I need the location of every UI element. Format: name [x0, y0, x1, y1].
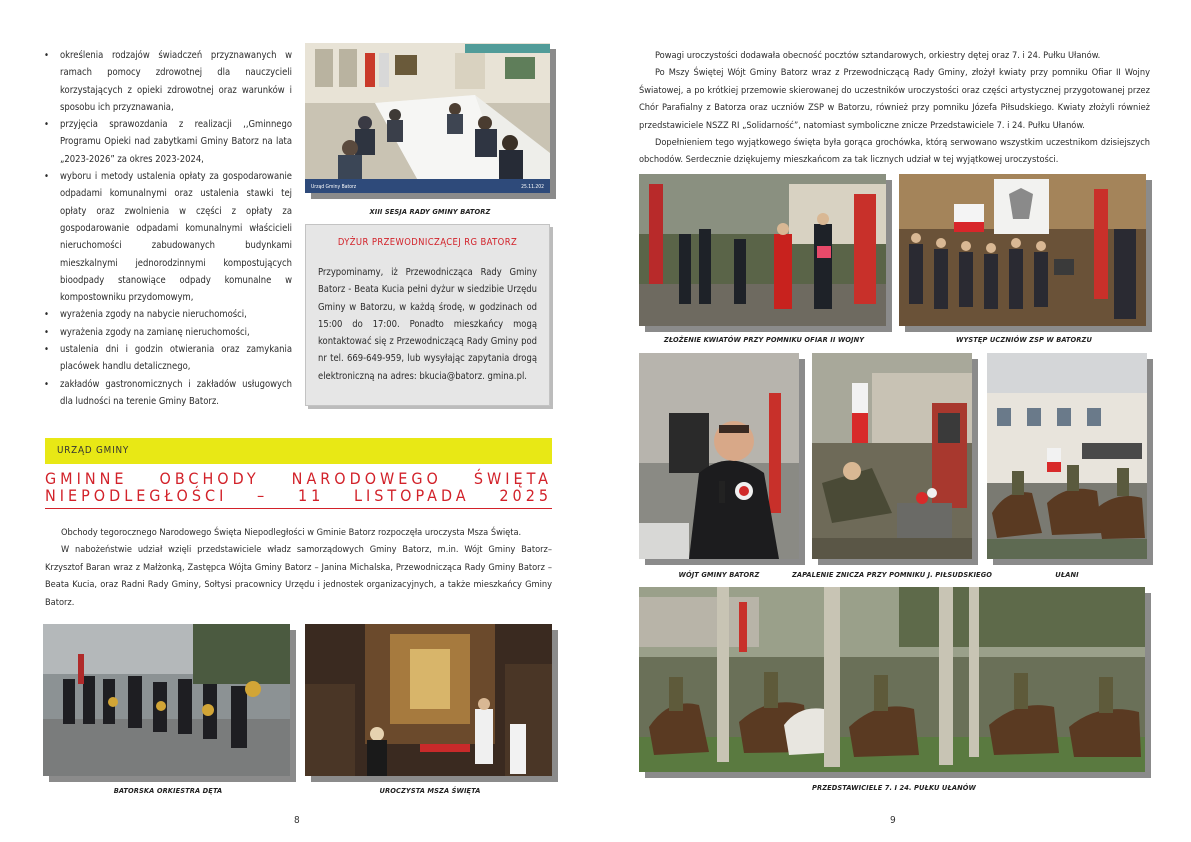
page-number-right: 9 [890, 815, 896, 826]
article-intro [45, 524, 552, 611]
duty-box-title: DYŻUR PRZEWODNICZĄCEJ RG BATORZ [337, 237, 518, 248]
photo-overlay-label: Urząd Gminy Batorz [311, 184, 357, 190]
resolution-bullet-list [42, 47, 292, 410]
list-item: • określenia rodzajów świadczeń przyznawanych w ramach pomocy zdrowotnej dla nauczycieli korzystających z opieki zdrowotnej oraz warunków i sposobu ich przyznawania, [42, 47, 292, 116]
headline-divider [45, 508, 552, 509]
mass-photo [305, 624, 552, 776]
list-item: • przyjęcia sprawozdania z realizacji ,,Gminnego Programu Opieki nad zabytkami Gminy Batorz na lata „2023-2026” za okres 2023-2024, [42, 116, 292, 168]
mass-caption: UROCZYSTA MSZA ŚWIĘTA [379, 786, 481, 795]
chairwoman-duty-box [305, 224, 550, 406]
paragraph: Po Mszy Świętej Wójt Gminy Batorz wraz z Przewodniczącą Rady Gminy, złożył kwiaty przy pomniku Ofiar II Wojny Światowej, a po krótkiej przemowie skierowanej do uczestników uroczystości oraz części artystycznej przygotowanej przez Chór Parafialny z Batorza oraz uczniów ZSP w Batorzu, również przy pomniku Józefa Piłsudskiego. Kwiaty złożyli również przedstawiciele NSZZ RI „Solidarność”, natomiast symboliczne znicze Przedstawiciele 7. i 24. Pułku Ułanów. [639, 67, 1150, 131]
list-item: • wyboru i metody ustalenia opłaty za gospodarowanie odpadami komunalnymi oraz ustalenia stawki tej opłaty oraz zwolnienia w części z opłaty za gospodarowanie odpadami komunalnymi właścicieli nieruchomości zabudowanych budynkami mieszkalnymi jednorodzinnymi kompostujących bioodpady stanowiące odpady komunalne w kompostowniku przydomowym, [42, 168, 292, 306]
orchestra-photo [43, 624, 290, 776]
page-8 [0, 0, 595, 842]
page-number-left: 8 [294, 815, 300, 826]
page-9 [596, 0, 1191, 842]
list-item: • zakładów gastronomicznych i zakładów usługowych dla ludności na terenie Gminy Batorz. [42, 376, 292, 411]
council-session-photo [305, 43, 550, 193]
regiment-photo [639, 587, 1145, 772]
paragraph: Obchody tegorocznego Narodowego Święta Niepodległości w Gminie Batorz rozpoczęła uroczysta Msza Święta. [61, 527, 522, 538]
lancers-caption: UŁANI [1055, 570, 1079, 579]
candle-caption: ZAPALENIE ZNICZA PRZY POMNIKU J. PIŁSUDSKIEGO [791, 570, 993, 579]
mayor-speech-photo [639, 353, 799, 559]
flowers-caption: ZŁOŻENIE KWIATÓW PRZY POMNIKU OFIAR II WOJNY [663, 335, 865, 344]
section-label-bar: URZĄD GMINY [45, 438, 552, 464]
list-item: • wyrażenia zgody na zamianę nieruchomości, [42, 324, 292, 341]
flowers-ceremony-photo [639, 174, 886, 326]
duty-box-text: Przypominamy, iż Przewodnicząca Rady Gminy Batorz - Beata Kucia pełni dyżur w siedzibie Urzędu Gminy w Batorzu, w każdą środę, w godzinach od 15:00 do 17:00. Ponadto mieszkańcy mogą kontaktować się z Przewodniczącą Rady Gminy pod nr tel. 669-649-959, lub wysyłając zapytania drogą elektroniczną na adres: bkucia@batorz. gmina.pl. [318, 267, 537, 382]
list-item: • ustalenia dni i godzin otwierania oraz zamykania placówek handlu detalicznego, [42, 341, 292, 376]
candle-lighting-photo [812, 353, 972, 559]
students-caption: WYSTĘP UCZNIÓW ZSP W BATORZU [956, 335, 1092, 344]
paragraph: W nabożeństwie udział wzięli przedstawiciele władz samorządowych Gminy Batorz, m.in. Wójt Gminy Batorz– Krzysztof Baran wraz z Małżonką, Zastępca Wójta Gminy Batorz – Janina Michalska, Przewodnicząca Rady Gminy Batorz – Beata Kucia, oraz Radni Rady Gminy, Sołtysi pracownicy Urzędu i jednostek organizacyjnych, a także mieszkańcy Gminy Batorz. [45, 544, 552, 608]
students-performance-photo [899, 174, 1146, 326]
orchestra-caption: BATORSKA ORKIESTRA DĘTA [113, 786, 223, 795]
list-item: • wyrażenia zgody na nabycie nieruchomości, [42, 306, 292, 323]
lancers-photo [987, 353, 1147, 559]
photo-overlay-date: 25.11.202 [521, 184, 544, 190]
session-photo-caption: XIII SESJA RADY GMINY BATORZ [369, 207, 491, 216]
article-continuation [639, 47, 1150, 169]
mayor-caption: WÓJT GMINY BATORZ [678, 570, 760, 579]
article-headline: GMINNE OBCHODY NARODOWEGO ŚWIĘTA NIEPODLEGŁOŚCI – 11 LISTOPADA 2025 [45, 469, 552, 505]
regiment-caption: PRZEDSTAWICIELE 7. I 24. PUŁKU UŁANÓW [812, 783, 976, 792]
paragraph: Dopełnieniem tego wyjątkowego święta była gorąca grochówka, którą serwowano wszystkim uczestnikom dzisiejszych obchodów. Serdecznie dziękujemy mieszkańcom za tak licznych udział w tej wyjątkowej uroczystości. [639, 137, 1150, 166]
paragraph: Powagi uroczystości dodawała obecność pocztów sztandarowych, orkiestry dętej oraz 7. i 24. Pułku Ułanów. [655, 50, 1101, 61]
